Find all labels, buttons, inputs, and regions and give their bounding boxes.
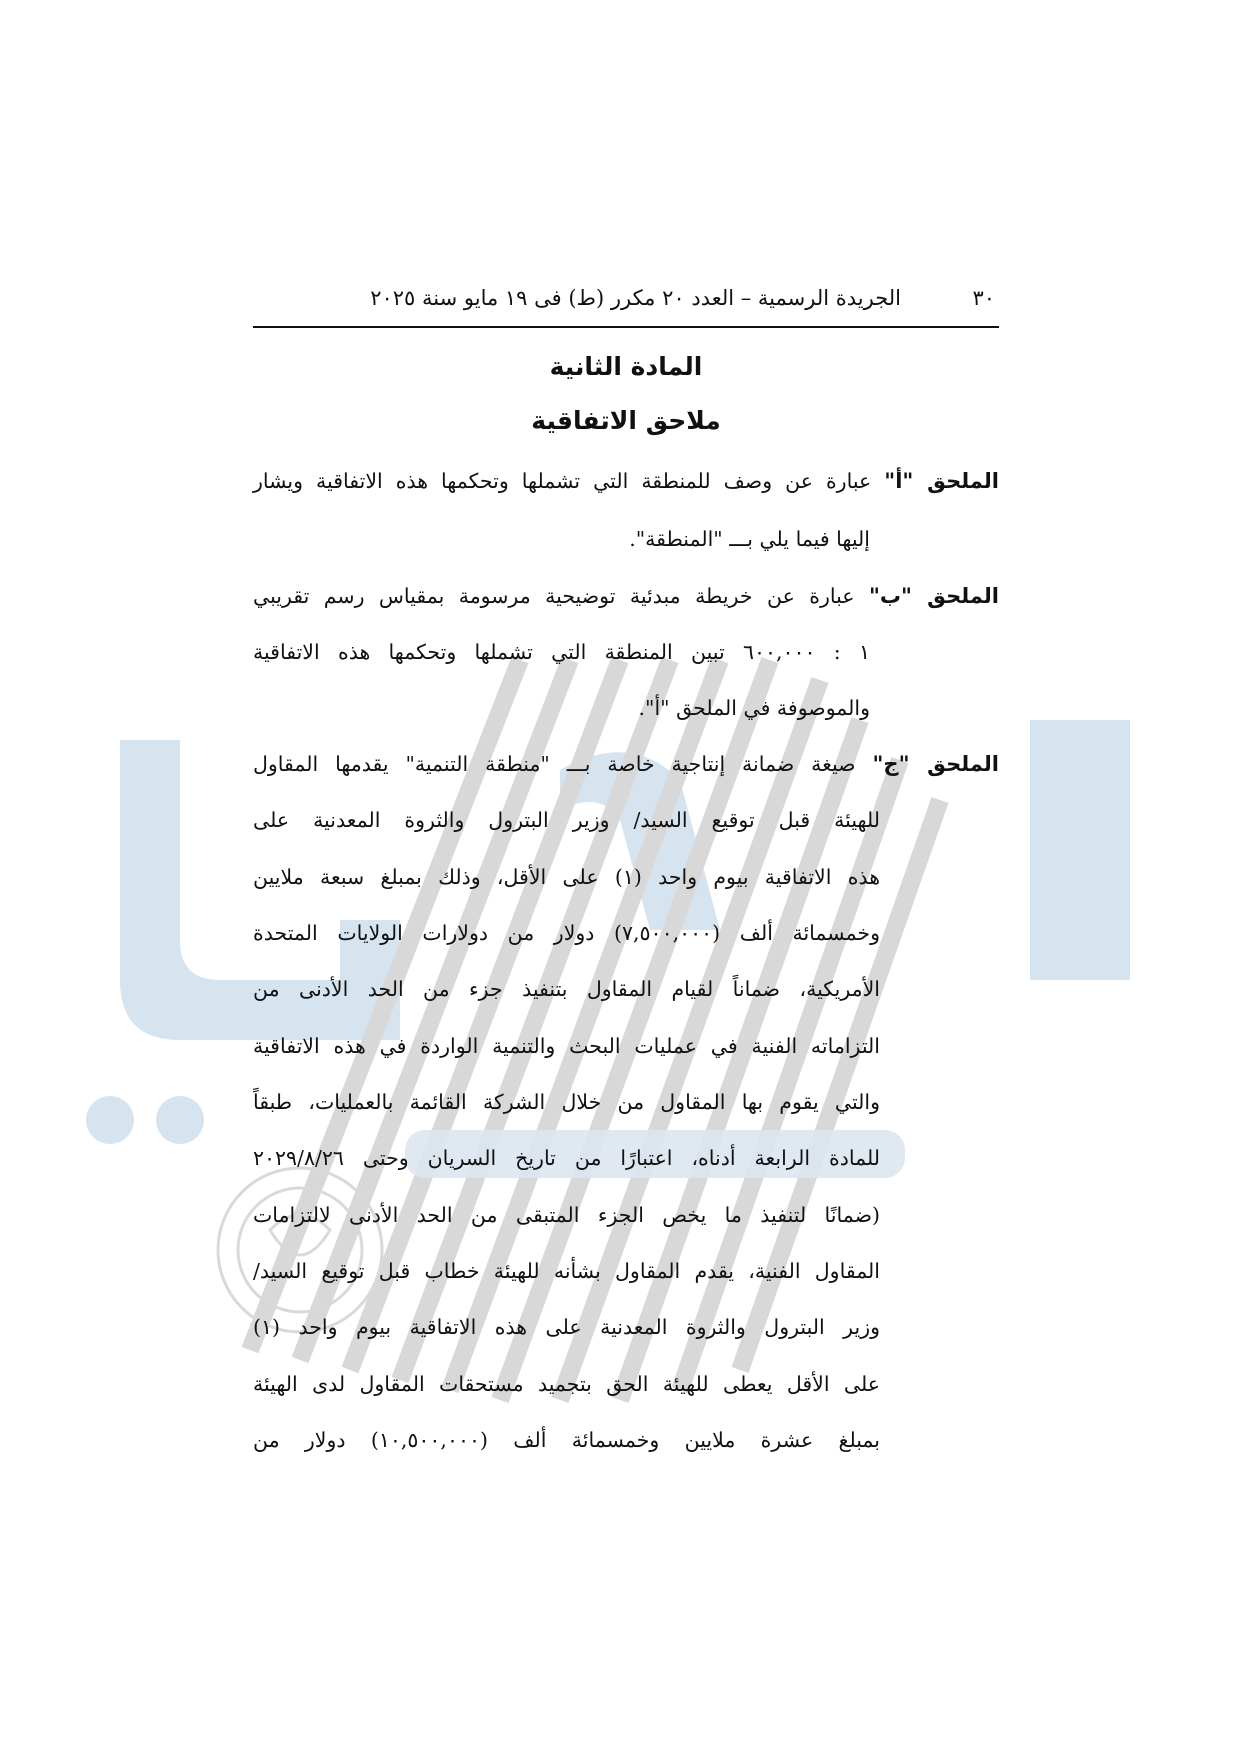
annex-b-label: الملحق "ب": [868, 584, 999, 608]
annex-c-line-13: بمبلغ عشرة ملايين وخمسمائة ألف (١٠,٥٠٠,٠٠٠) دولار من: [253, 1428, 880, 1452]
annex-c-line-5: الأمريكية، ضماناً لقيام المقاول بتنفيذ جزء من الحد الأدنى من: [253, 977, 880, 1001]
annex-c-line-8: للمادة الرابعة أدناه، اعتبارًا من تاريخ السريان وحتى ٢٠٢٩/٨/٢٦: [253, 1146, 880, 1170]
annex-c-line-9: (ضمانًا لتنفيذ ما يخص الجزء المتبقى من الحد الأدنى لالتزامات: [253, 1203, 880, 1227]
annex-c-line-11: وزير البترول والثروة المعدنية على هذه الاتفاقية بيوم واحد (١): [253, 1315, 880, 1339]
annex-c-line-6: التزاماته الفنية في عمليات البحث والتنمية الواردة في هذه الاتفاقية: [253, 1034, 880, 1058]
annex-c-line-3: هذه الاتفاقية بيوم واحد (١) على الأقل، وذلك بمبلغ سبعة ملايين: [253, 865, 880, 889]
annex-b-line-1: الملحق "ب" عبارة عن خريطة مبدئية توضيحية مرسومة بمقياس رسم تقريبي: [253, 584, 999, 608]
annex-a-line-1: الملحق "أ" عبارة عن وصف للمنطقة التي تشملها وتحكمها هذه الاتفاقية ويشار: [253, 469, 999, 493]
annex-c-line-1: الملحق "ج" صيغة ضمانة إنتاجية خاصة بـــ "منطقة التنمية" يقدمها المقاول: [253, 752, 999, 776]
annex-c-line-7: والتي يقوم بها المقاول من خلال الشركة القائمة بالعمليات، طبقاً: [253, 1090, 880, 1114]
annex-b-line-2: ١ : ٦٠٠,٠٠٠ تبين المنطقة التي تشملها وتحكمها هذه الاتفاقية: [253, 640, 870, 664]
annex-b-line-3: والموصوفة في الملحق "أ".: [638, 696, 870, 720]
annex-c-line-12: على الأقل يعطى للهيئة الحق بتجميد مستحقات المقاول لدى الهيئة: [253, 1372, 880, 1396]
annex-c-line-2: للهيئة قبل توقيع السيد/ وزير البترول والثروة المعدنية على: [253, 808, 880, 832]
publication-title: الجريدة الرسمية – العدد ٢٠ مكرر (ط) فى ١٩ مايو سنة ٢٠٢٥: [370, 286, 901, 310]
section-title: ملاحق الاتفاقية: [531, 406, 721, 435]
article-title: المادة الثانية: [549, 352, 703, 381]
annex-c-line-10: المقاول الفنية، يقدم المقاول بشأنه للهيئة خطاب قبل توقيع السيد/: [253, 1259, 880, 1283]
annex-c-line-4: وخمسمائة ألف (٧,٥٠٠,٠٠٠) دولار من دولارات الولايات المتحدة: [253, 921, 880, 945]
annex-c-label: الملحق "ج": [872, 752, 999, 776]
annex-a-label: الملحق "أ": [884, 469, 999, 493]
annex-a-line-2: إليها فيما يلي بـــ "المنطقة".: [629, 527, 870, 551]
page-number: ٣٠: [972, 286, 995, 310]
page-header: [253, 282, 999, 328]
